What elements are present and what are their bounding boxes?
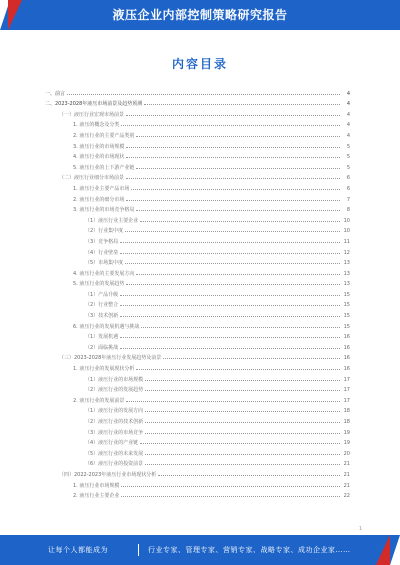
- toc-leader-dots: [125, 231, 340, 232]
- toc-entry[interactable]: [45, 446, 350, 457]
- toc-entry-text: 2. 液压行业的主要产品类别: [73, 132, 135, 139]
- toc-leader-dots: [158, 475, 340, 476]
- toc-entry[interactable]: [45, 436, 350, 447]
- toc-entry-page: 16: [343, 344, 350, 351]
- toc-entry-text: （5）市场集中度: [85, 260, 124, 267]
- toc-entry[interactable]: [45, 287, 350, 298]
- toc-entry-text: （2）液压行业的发展趋势: [85, 387, 144, 394]
- toc-entry-page: 13: [343, 270, 350, 277]
- toc-entry-text: 6. 液压行业的发展机遇与挑战: [73, 323, 140, 330]
- toc-leader-dots: [145, 422, 340, 423]
- toc-leader-dots: [125, 263, 340, 264]
- toc-leader-dots: [126, 115, 340, 116]
- toc-entry-text: 5. 液压行业的发展趋势: [73, 281, 125, 288]
- toc-entry-text: （1）液压行业的发展方向: [85, 408, 144, 415]
- toc-leader-dots: [145, 464, 340, 465]
- toc-entry-text: （三）2023-2028年液压行业发展趋势及前景: [59, 355, 162, 362]
- toc-leader-dots: [140, 221, 340, 222]
- toc-leader-dots: [120, 295, 340, 296]
- toc-entry-page: 21: [343, 461, 350, 468]
- toc-entry-text: 二、2023-2028年液压市场前景及趋势预测: [45, 101, 143, 108]
- toc-entry[interactable]: [45, 372, 350, 383]
- toc-entry[interactable]: [45, 298, 350, 309]
- toc-entry[interactable]: [45, 224, 350, 235]
- toc-entry-page: 8: [346, 207, 350, 214]
- toc-leader-dots: [131, 189, 340, 190]
- toc-leader-dots: [120, 337, 340, 338]
- toc-leader-dots: [67, 94, 340, 95]
- toc-leader-dots: [136, 274, 340, 275]
- toc-entry-page: 5: [346, 164, 350, 171]
- toc-leader-dots: [120, 316, 340, 317]
- toc-entry-page: 17: [343, 387, 350, 394]
- page-number: 1: [358, 526, 362, 532]
- toc-leader-dots: [141, 327, 340, 328]
- toc-leader-dots: [121, 125, 340, 126]
- toc-entry-page: 4: [346, 90, 350, 97]
- toc-entry[interactable]: [45, 351, 350, 362]
- toc-entry-text: （5）液压行业的未来发展: [85, 450, 144, 457]
- toc-entry-text: （1）发展机遇: [85, 334, 119, 341]
- toc-entry[interactable]: [45, 128, 350, 139]
- toc-entry-page: 6: [346, 175, 350, 182]
- toc-entry-page: 16: [343, 355, 350, 362]
- toc-entry-page: 4: [346, 132, 350, 139]
- toc-entry[interactable]: [45, 340, 350, 351]
- toc-leader-dots: [126, 157, 340, 158]
- toc-entry-page: 4: [346, 111, 350, 118]
- toc-entry-page: 16: [343, 334, 350, 341]
- toc-entry-page: 20: [343, 450, 350, 457]
- toc-entry-page: 11: [343, 238, 350, 245]
- toc-entry-text: （1）液压行业的市场规模: [85, 376, 144, 383]
- toc-entry-page: 18: [343, 419, 350, 425]
- toc-entry-page: 15: [343, 313, 350, 320]
- toc-leader-dots: [126, 284, 340, 285]
- toc-entry-text: （2）液压行业的技术创新: [85, 419, 144, 425]
- toc-entry-page: 15: [343, 291, 350, 298]
- toc-entry-page: 16: [343, 366, 350, 373]
- toc-leader-dots: [136, 210, 340, 211]
- toc-title: 内容目录: [171, 57, 228, 71]
- toc-entry-text: 1. 液压的概念及分类: [73, 122, 120, 129]
- toc-entry[interactable]: [45, 404, 350, 415]
- toc-leader-dots: [163, 358, 340, 359]
- toc-entry[interactable]: [45, 192, 350, 203]
- footer-divider: [138, 544, 139, 556]
- footer-subslogan: 行业专家、管理专家、营销专家、战略专家、成功企业家……: [148, 546, 351, 554]
- toc-entry-page: 12: [343, 249, 350, 256]
- toc-entry-text: （6）液压行业的投资前景: [85, 461, 144, 468]
- toc-leader-dots: [126, 147, 340, 148]
- toc-leader-dots: [126, 178, 340, 179]
- toc-entry[interactable]: [45, 171, 350, 182]
- toc-entry[interactable]: [45, 393, 350, 404]
- toc-entry-text: 2. 液压行业主要企业: [73, 493, 120, 500]
- toc-entry-text: 2. 液压行业的发展前景: [73, 397, 125, 404]
- toc-entry[interactable]: [45, 319, 350, 330]
- toc-leader-dots: [145, 411, 340, 412]
- toc-entry-text: 1. 液压行业的发展现状分析: [73, 366, 135, 373]
- toc-entry-page: 4: [346, 101, 350, 108]
- toc-entry[interactable]: [45, 266, 350, 277]
- toc-entry-text: （二）液压行业细分市场前景: [59, 175, 125, 182]
- toc-entry-text: 5. 液压行业的上下游产业链: [73, 164, 135, 171]
- toc-leader-dots: [120, 253, 340, 254]
- toc-entry[interactable]: [45, 256, 350, 267]
- toc-leader-dots: [121, 496, 340, 497]
- toc-leader-dots: [145, 390, 340, 391]
- toc-entry[interactable]: [45, 361, 350, 372]
- footer-bar: [0, 535, 400, 565]
- footer-red-stripe: [376, 535, 390, 565]
- toc-entry[interactable]: [45, 489, 350, 500]
- toc-leader-dots: [120, 305, 340, 306]
- toc-entry-page: 21: [343, 471, 350, 478]
- toc-entry-page: 19: [343, 429, 350, 436]
- toc-entry-text: 2. 液压行业的细分市场: [73, 196, 125, 203]
- toc-entry[interactable]: [45, 467, 350, 478]
- toc-entry-text: （3）竞争格局: [85, 238, 119, 245]
- toc-entry[interactable]: [45, 234, 350, 245]
- toc-entry-text: （4）液压行业的产业链: [85, 440, 139, 447]
- toc-leader-dots: [126, 200, 340, 201]
- toc-entry[interactable]: [45, 139, 350, 150]
- toc-entry-page: 21: [343, 482, 350, 489]
- toc-leader-dots: [145, 433, 340, 434]
- toc-entry-text: 1. 液压行业市场规模: [73, 482, 120, 489]
- toc-leader-dots: [136, 369, 340, 370]
- toc-entry-page: 13: [343, 281, 350, 288]
- toc-entry-page: 5: [346, 154, 350, 161]
- report-title: 液压企业内部控制策略研究报告: [112, 8, 288, 22]
- toc-entry-page: 19: [343, 440, 350, 447]
- footer-slogan: 让每个人都能成为: [48, 546, 108, 554]
- toc-entry-text: 3. 液压行业的市场竞争格局: [73, 207, 135, 214]
- toc-leader-dots: [126, 401, 340, 402]
- toc-entry-text: （1）产品升级: [85, 291, 119, 298]
- header-bar: [0, 0, 400, 30]
- toc-entry-page: 22: [343, 493, 350, 500]
- toc-leader-dots: [136, 168, 340, 169]
- toc-entry-text: （2）行业集中度: [85, 228, 124, 235]
- toc-entry-text: （2）面临挑战: [85, 344, 119, 351]
- toc-entry-page: 17: [343, 376, 350, 383]
- toc-leader-dots: [121, 486, 340, 487]
- toc-entry-text: 1. 液压行业主要产品市场: [73, 185, 130, 192]
- toc-leader-dots: [140, 443, 340, 444]
- toc-entry[interactable]: [45, 118, 350, 129]
- table-of-contents: [45, 86, 350, 499]
- toc-leader-dots: [120, 348, 340, 349]
- toc-entry[interactable]: [45, 478, 350, 489]
- toc-entry-page: 18: [343, 408, 350, 415]
- toc-entry[interactable]: [45, 245, 350, 256]
- toc-entry-text: （3）液压行业的市场竞争: [85, 429, 144, 436]
- toc-entry-text: （1）液压行业主要企业: [85, 217, 139, 224]
- toc-entry-text: （一）液压行业宏观市场前景: [59, 111, 125, 118]
- toc-entry-text: （3）技术创新: [85, 313, 119, 320]
- toc-entry[interactable]: [45, 330, 350, 341]
- toc-leader-dots: [136, 136, 340, 137]
- toc-entry[interactable]: [45, 457, 350, 468]
- toc-entry[interactable]: [45, 203, 350, 214]
- toc-entry-text: 3. 液压行业的市场规模: [73, 143, 125, 150]
- toc-entry[interactable]: [45, 383, 350, 394]
- toc-entry-text: （2）行业整合: [85, 302, 119, 309]
- toc-leader-dots: [145, 454, 340, 455]
- toc-entry-page: 15: [343, 323, 350, 330]
- toc-leader-dots: [144, 104, 340, 105]
- toc-entry[interactable]: [45, 107, 350, 118]
- toc-entry[interactable]: [45, 425, 350, 436]
- toc-entry[interactable]: [45, 181, 350, 192]
- toc-entry-text: （四）2022-2023年液压行业市场现状分析: [59, 471, 157, 478]
- footer-white-stripe: [390, 535, 400, 565]
- toc-entry-page: 4: [346, 122, 350, 129]
- toc-entry[interactable]: [45, 97, 350, 108]
- toc-entry[interactable]: [45, 213, 350, 224]
- toc-entry[interactable]: [45, 86, 350, 97]
- toc-entry-page: 13: [343, 260, 350, 267]
- toc-entry-page: 17: [343, 397, 350, 404]
- toc-leader-dots: [120, 242, 340, 243]
- toc-entry-text: 一、前言: [45, 90, 66, 97]
- toc-entry-text: 4. 液压行业的市场现状: [73, 154, 125, 161]
- toc-leader-dots: [145, 380, 340, 381]
- toc-entry[interactable]: [45, 308, 350, 319]
- toc-entry[interactable]: [45, 277, 350, 288]
- toc-entry-page: 5: [346, 143, 350, 150]
- toc-entry[interactable]: [45, 150, 350, 161]
- toc-entry-page: 10: [343, 228, 350, 235]
- toc-entry-page: 10: [343, 217, 350, 224]
- toc-entry-text: （4）行业壁垒: [85, 249, 119, 256]
- toc-entry-page: 15: [343, 302, 350, 309]
- toc-entry[interactable]: [45, 160, 350, 171]
- toc-entry-text: 4. 液压行业的主要发展方向: [73, 270, 135, 277]
- toc-entry-page: 7: [346, 196, 350, 203]
- toc-entry-page: 6: [346, 185, 350, 192]
- toc-entry[interactable]: [45, 414, 350, 425]
